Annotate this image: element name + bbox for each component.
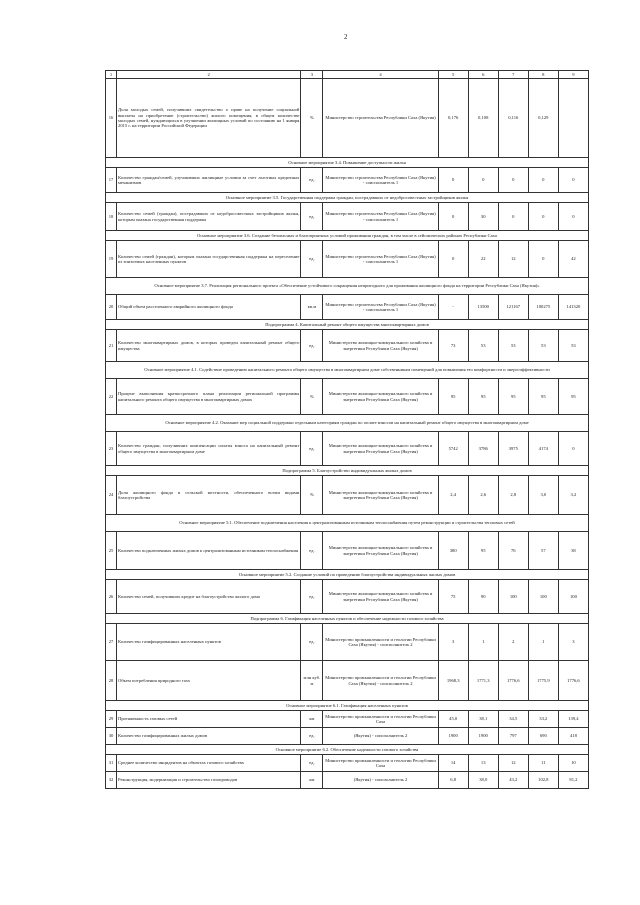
value-cell: 0 — [498, 168, 528, 193]
section-heading-row — [106, 466, 589, 476]
section-heading: Основное мероприятие 6.1. Газификация населенных пунктов — [106, 701, 589, 711]
indicator-name: Количество граждан/семей, улучшивших жилищные условия за счет льготных кредитных механизмов — [117, 168, 301, 193]
row-number: 23 — [106, 432, 117, 466]
table-row — [106, 661, 589, 701]
value-cell: 0,108 — [468, 79, 498, 158]
executor: Министерство жилищно-коммунального хозяйства и энергетики Республики Саха (Якутия) — [323, 379, 438, 415]
table-row — [106, 432, 589, 466]
value-cell: 33,2 — [528, 711, 558, 728]
value-cell: 2,6 — [468, 476, 498, 515]
executor: Министерство жилищно-коммунального хозяйства и энергетики Республики Саха (Якутия) — [323, 532, 438, 570]
value-cell: 30 — [468, 203, 498, 231]
table-row — [106, 728, 589, 745]
value-cell: 100 — [498, 580, 528, 614]
value-cell: 1900 — [468, 728, 498, 745]
row-number: 25 — [106, 532, 117, 570]
indicator-name: Доля молодых семей, получивших свидетельство о праве на получение социальной выплаты на приобретение (строительство) жилого помещения, в общем количестве молодых семей, нуждающихся в улучшении жилищных условий по состоянию на 1 января 2015 г. на территории Российской Федерации — [117, 79, 301, 158]
unit: ед. — [301, 580, 323, 614]
indicator-name: Объем потребления природного газа — [117, 661, 301, 701]
indicator-name: Количество многоквартирных домов, в которых проведен капитальный ремонт общего имущества — [117, 330, 301, 362]
column-number: 5 — [438, 71, 468, 79]
indicator-name: Количество газифицированных населенных пунктов — [117, 624, 301, 661]
value-cell: 12 — [498, 755, 528, 772]
value-cell: 2 — [498, 624, 528, 661]
value-cell: 418 — [558, 728, 588, 745]
row-number: 28 — [106, 661, 117, 701]
value-cell: 11 — [528, 755, 558, 772]
executor: Министерство жилищно-коммунального хозяйства и энергетики Республики Саха (Якутия) — [323, 330, 438, 362]
unit: км — [301, 772, 323, 789]
value-cell: 38,0 — [468, 772, 498, 789]
value-cell: 10 — [558, 755, 588, 772]
value-cell: 2,8 — [498, 476, 528, 515]
value-cell: 22 — [468, 241, 498, 278]
section-heading-row — [106, 745, 589, 755]
executor: Министерство промышленности и геологии Республики Саха — [323, 755, 438, 772]
section-heading-row — [106, 278, 589, 295]
value-cell: 95 — [468, 532, 498, 570]
executor: Министерство строительства Республики Саха (Якутия) - соисполнитель 1 — [323, 168, 438, 193]
value-cell: 380 — [438, 532, 468, 570]
value-cell: 0 — [438, 168, 468, 193]
row-number: 30 — [106, 728, 117, 745]
unit: % — [301, 379, 323, 415]
column-number-row — [106, 71, 589, 79]
executor: Министерство жилищно-коммунального хозяйства и энергетики Республики Саха (Якутия) — [323, 476, 438, 515]
section-heading-row — [106, 701, 589, 711]
value-cell: 95 — [528, 379, 558, 415]
table-row — [106, 168, 589, 193]
value-cell: 0 — [528, 168, 558, 193]
table-row — [106, 330, 589, 362]
value-cell: 0 — [558, 168, 588, 193]
table-row — [106, 755, 589, 772]
unit: ед. — [301, 432, 323, 466]
value-cell: 45,0 — [438, 711, 468, 728]
section-heading-row — [106, 231, 589, 241]
unit: ед. — [301, 532, 323, 570]
column-number: 9 — [558, 71, 588, 79]
value-cell: 13 — [468, 755, 498, 772]
table-row — [106, 79, 589, 158]
value-cell: 690 — [528, 728, 558, 745]
value-cell: 95 — [438, 379, 468, 415]
value-cell: 90 — [468, 580, 498, 614]
table-row — [106, 203, 589, 231]
value-cell: 75 — [438, 580, 468, 614]
unit: % — [301, 476, 323, 515]
indicator-name: Среднее количество инцидентов на объектах газового хозяйства — [117, 755, 301, 772]
value-cell: 95 — [468, 379, 498, 415]
section-heading-row — [106, 158, 589, 168]
value-cell: 53 — [558, 330, 588, 362]
unit: кв.м — [301, 295, 323, 320]
value-cell: 0 — [528, 241, 558, 278]
section-heading-row — [106, 515, 589, 532]
indicator-name: Количество семей, получивших кредит на благоустройство жилого дома — [117, 580, 301, 614]
row-number: 29 — [106, 711, 117, 728]
value-cell: 141320 — [558, 295, 588, 320]
indicator-name: Протяженность газовых сетей — [117, 711, 301, 728]
value-cell: 0,116 — [498, 79, 528, 158]
row-number: 22 — [106, 379, 117, 415]
value-cell: 1968,3 — [438, 661, 468, 701]
value-cell: 6,8 — [438, 772, 468, 789]
value-cell: 76 — [498, 532, 528, 570]
value-cell: 1 — [528, 624, 558, 661]
section-heading: Основное мероприятие 4.1. Содействие проведению капитального ремонта общего имущества в многоквартирном доме собственникам помещений для повышения его комфортности и энергоэффективности — [106, 362, 589, 379]
section-heading: Основное мероприятие 5.2. Создание условий по проведению благоустройства индивидуальных жилых домов — [106, 570, 589, 580]
value-cell: 0 — [558, 203, 588, 231]
executor: Министерство жилищно-коммунального хозяйства и энергетики Республики Саха (Якутия) — [323, 580, 438, 614]
value-cell: 0,176 — [438, 79, 468, 158]
executor: Министерство промышленности и геологии Республики Саха (Якутия) - соисполнитель 2 — [323, 661, 438, 701]
section-heading: Основное мероприятие 6.2. Обеспечение надежности газового хозяйства — [106, 745, 589, 755]
value-cell: 53 — [468, 330, 498, 362]
value-cell: 121167 — [498, 295, 528, 320]
executor: Министерство строительства Республики Саха (Якутия) - соисполнитель 1 — [323, 241, 438, 278]
unit: ед. — [301, 330, 323, 362]
indicator-name: Количество подключенных жилых домов к централизованным источникам теплоснабжения — [117, 532, 301, 570]
value-cell: 102,8 — [528, 772, 558, 789]
executor: Министерство строительства Республики Саха (Якутия) - соисполнитель 1 — [323, 203, 438, 231]
table-row — [106, 532, 589, 570]
value-cell: 81,2 — [558, 772, 588, 789]
row-number: 32 — [106, 772, 117, 789]
row-number: 27 — [106, 624, 117, 661]
section-heading: Подпрограмма 6. Газификация населенных пунктов и обеспечение надежности газового хозяйства — [106, 614, 589, 624]
table-row — [106, 624, 589, 661]
executor: Министерство жилищно-коммунального хозяйства и энергетики Республики Саха (Якутия) — [323, 432, 438, 466]
value-cell: 0 — [558, 432, 588, 466]
row-number: 24 — [106, 476, 117, 515]
unit: млн куб. м — [301, 661, 323, 701]
value-cell: 0 — [438, 241, 468, 278]
table-row — [106, 711, 589, 728]
section-heading-row — [106, 614, 589, 624]
value-cell: - — [438, 295, 468, 320]
value-cell: 100275 — [528, 295, 558, 320]
value-cell: 12 — [498, 241, 528, 278]
column-number: 4 — [323, 71, 438, 79]
section-heading-row — [106, 415, 589, 432]
row-number: 21 — [106, 330, 117, 362]
value-cell: 1 — [468, 624, 498, 661]
indicator-name: Общий объем расселенного аварийного жилищного фонда — [117, 295, 301, 320]
unit: ед. — [301, 203, 323, 231]
value-cell: 95 — [498, 379, 528, 415]
row-number: 17 — [106, 168, 117, 193]
value-cell: 139,4 — [558, 711, 588, 728]
indicator-name: Реконструкция, модернизация и строительство газопроводов — [117, 772, 301, 789]
section-heading: Основное мероприятие 3.5. Государственная поддержка граждан, пострадавших от недобросовестных застройщиков жилья — [106, 193, 589, 203]
value-cell: 0 — [498, 203, 528, 231]
unit: км — [301, 711, 323, 728]
table-row — [106, 476, 589, 515]
value-cell: 13500 — [468, 295, 498, 320]
executor: (Якутия) - соисполнитель 2 — [323, 728, 438, 745]
unit: % — [301, 79, 323, 158]
indicator-name: Количество семей (граждан), которым оказана государственная поддержка на переселение из эпизоемых населенных пунктов — [117, 241, 301, 278]
section-heading: Подпрограмма 5. Благоустройство индивидуальных жилых домов — [106, 466, 589, 476]
value-cell: 3786 — [468, 432, 498, 466]
value-cell: 100 — [558, 580, 588, 614]
column-number: 1 — [106, 71, 117, 79]
executor: Министерство промышленности и геологии Республики Саха (Якутия) - соисполнитель 2 — [323, 624, 438, 661]
value-cell: 95 — [558, 379, 588, 415]
value-cell — [558, 79, 588, 158]
page-number: 2 — [344, 33, 348, 41]
value-cell: 0 — [438, 203, 468, 231]
value-cell: 3975 — [498, 432, 528, 466]
section-heading: Основное мероприятие 3.6. Создание безопасных и благоприятных условий проживания граждан, в том числе в сейсмических районах Республики Саха — [106, 231, 589, 241]
row-number: 19 — [106, 241, 117, 278]
value-cell: 5742 — [438, 432, 468, 466]
value-cell: 0 — [468, 168, 498, 193]
column-number: 8 — [528, 71, 558, 79]
value-cell: 1775,9 — [528, 661, 558, 701]
value-cell: 14 — [438, 755, 468, 772]
unit: ед. — [301, 624, 323, 661]
value-cell: 53 — [498, 330, 528, 362]
indicator-name: Количество семей (граждан), пострадавших от недобросовестных застройщиков жилья, которым оказана государственная поддержка — [117, 203, 301, 231]
row-number: 26 — [106, 580, 117, 614]
section-heading: Основное мероприятие 3.4. Повышение доступности жилья — [106, 158, 589, 168]
value-cell: 3 — [558, 624, 588, 661]
table-row — [106, 241, 589, 278]
value-cell: 38 — [558, 532, 588, 570]
column-number: 7 — [498, 71, 528, 79]
row-number: 16 — [106, 79, 117, 158]
indicator-name: Процент выполнения краткосрочного плана реализации региональной программы капитального ремонта общего имущества в многоквартирных домах — [117, 379, 301, 415]
executor: Министерство строительства Республики Саха (Якутия) — [323, 79, 438, 158]
section-heading: Основное мероприятие 5.1. Обеспечение подключения населения к централизованным источникам теплоснабжения путем реконструкции и строительства тепловых сетей — [106, 515, 589, 532]
row-number: 18 — [106, 203, 117, 231]
value-cell: 100 — [528, 580, 558, 614]
section-heading: Основное мероприятие 4.2. Оказание мер социальной поддержки отдельным категориям граждан по оплате взносов на капитальный ремонт общего имущества в многоквартирном доме — [106, 415, 589, 432]
value-cell: 3,0 — [528, 476, 558, 515]
value-cell: 4174 — [528, 432, 558, 466]
value-cell: 42 — [558, 241, 588, 278]
section-heading-row — [106, 320, 589, 330]
value-cell: 0,129 — [528, 79, 558, 158]
value-cell: 0 — [528, 203, 558, 231]
value-cell: 73 — [438, 330, 468, 362]
value-cell: 38,1 — [468, 711, 498, 728]
executor: Министерство строительства Республики Саха (Якутия) - соисполнитель 1 — [323, 295, 438, 320]
unit: ед. — [301, 241, 323, 278]
section-heading-row — [106, 570, 589, 580]
unit: ед. — [301, 728, 323, 745]
column-number: 6 — [468, 71, 498, 79]
value-cell: 1771,3 — [468, 661, 498, 701]
value-cell: 53 — [528, 330, 558, 362]
unit: ед. — [301, 168, 323, 193]
table-row — [106, 295, 589, 320]
indicators-table — [105, 70, 589, 789]
table-row — [106, 379, 589, 415]
value-cell: 43,2 — [498, 772, 528, 789]
column-number: 3 — [301, 71, 323, 79]
table-row — [106, 580, 589, 614]
value-cell: 34,5 — [498, 711, 528, 728]
unit: ед. — [301, 755, 323, 772]
value-cell: 1900 — [438, 728, 468, 745]
row-number: 31 — [106, 755, 117, 772]
table-body — [106, 71, 589, 789]
table-row — [106, 772, 589, 789]
section-heading: Основное мероприятие 3.7. Реализация регионального проекта «Обеспечение устойчивого сокращения непригодного для проживания жилищного фонда на территории Республики Саха (Якутия)» — [106, 278, 589, 295]
indicator-name: Доля жилищного фонда в сельской местности, обеспеченного всеми видами благоустройства — [117, 476, 301, 515]
executor: (Якутия) - соисполнитель 2 — [323, 772, 438, 789]
value-cell: 57 — [528, 532, 558, 570]
value-cell: 2,4 — [438, 476, 468, 515]
value-cell: 3 — [438, 624, 468, 661]
value-cell: 797 — [498, 728, 528, 745]
section-heading-row — [106, 362, 589, 379]
value-cell: 3,2 — [558, 476, 588, 515]
section-heading: Подпрограмма 4. Капитальный ремонт общего имущества многоквартирных домов — [106, 320, 589, 330]
value-cell: 1776,6 — [558, 661, 588, 701]
indicator-name: Количество газифицированных жилых домов — [117, 728, 301, 745]
executor: Министерство промышленности и геологии Республики Саха — [323, 711, 438, 728]
row-number: 20 — [106, 295, 117, 320]
column-number: 2 — [117, 71, 301, 79]
indicator-name: Количество граждан, получивших компенсации оплаты взноса на капитальный ремонт общего имущества в многоквартирном доме — [117, 432, 301, 466]
value-cell: 1776,6 — [498, 661, 528, 701]
section-heading-row — [106, 193, 589, 203]
